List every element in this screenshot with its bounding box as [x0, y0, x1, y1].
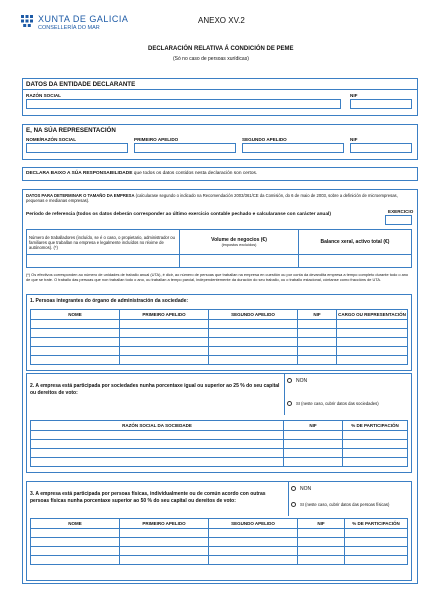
- s3-radio-no[interactable]: [291, 486, 296, 491]
- table-row[interactable]: [31, 538, 408, 547]
- table-row[interactable]: [31, 431, 408, 440]
- table-row[interactable]: [31, 547, 408, 556]
- col-traballadores: [27, 230, 180, 255]
- s2-radio-si[interactable]: [287, 401, 292, 406]
- tamano-note: (calcularase segundo o indicado na Recomendación 2003/361/CE da Comisión, do 6 de maio de 2003, sobre a definición de microempresas, pequenas e medianas empresas).: [26, 193, 398, 203]
- s2-header-nif: NIF: [284, 421, 343, 431]
- s3-header-segundo: SEGUNDO APELIDO: [209, 519, 298, 529]
- s1-header-nif: NIF: [298, 310, 337, 320]
- document-subtitle: (Só no caso de persoas xurídicas): [173, 56, 249, 62]
- razon-social-field[interactable]: [26, 99, 341, 109]
- rep-nome-field[interactable]: [26, 143, 128, 153]
- declara-rest: que todos os datos contidos nesta declaración son certos.: [132, 171, 258, 176]
- tamano-title: DATOS PARA DETERMINAR O TAMAÑO DA EMPRESA: [26, 193, 135, 198]
- s3-header-nome: NOME: [31, 519, 120, 529]
- tamano-intro: [26, 193, 412, 203]
- volume-input[interactable]: [180, 255, 299, 268]
- table-row[interactable]: [31, 458, 408, 467]
- s2-option-no: NON: [296, 378, 308, 384]
- annex-label: ANEXO XV.2: [198, 16, 245, 25]
- declara-bold: DECLARA BAIXO A SÚA RESPONSABILIDADE: [26, 171, 133, 176]
- col-volume-note: (impostos excluídos): [221, 243, 257, 247]
- exercicio-label: EXERCICIO: [388, 209, 414, 214]
- s1-header-cargo: CARGO OU REPRESENTACIÓN: [337, 310, 408, 320]
- rep-primeiro-label: PRIMEIRO APELIDO: [134, 137, 179, 142]
- representacion-title: E, NA SÚA REPRESENTACIÓN: [26, 127, 116, 134]
- declarante-title: DATOS DA ENTIDADE DECLARANTE: [26, 81, 136, 88]
- s3-header-primeiro: PRIMEIRO APELIDO: [120, 519, 209, 529]
- section2-title: 2. A empresa está participada por sociedades nunha porcentaxe igual ou superior ao 25 % do seu capital ou dereitos de voto:: [30, 383, 280, 396]
- s3-header-nif: NIF: [298, 519, 345, 529]
- table-row[interactable]: [31, 347, 408, 356]
- tamano-table: [26, 229, 412, 268]
- s1-header-segundo: SEGUNDO APELIDO: [209, 310, 298, 320]
- col-volume: [180, 230, 299, 255]
- org-name: XUNTA DE GALICIA: [38, 14, 129, 24]
- table-row[interactable]: [31, 356, 408, 365]
- rep-segundo-field[interactable]: [242, 143, 344, 153]
- xunta-logo: [20, 14, 34, 28]
- col-volume-text: Volume de negocios (€): [211, 237, 267, 243]
- table-row[interactable]: [31, 556, 408, 565]
- section1-table: [30, 309, 408, 365]
- s2-option-si: SI (neste caso, cubrir datos das sociedades): [296, 401, 379, 406]
- s2-radio-no[interactable]: [287, 378, 292, 383]
- rep-primeiro-field[interactable]: [134, 143, 236, 153]
- col-balance: [299, 230, 412, 255]
- divider: [288, 481, 289, 516]
- rep-nome-label: NOME/RAZÓN SOCIAL: [26, 137, 77, 142]
- section3-table: [30, 518, 408, 565]
- periodo-text: Período de referencia (todos os datos deberán corresponder ao último exercicio contable pechado e calcularanse con carácter anual): [26, 212, 331, 217]
- s1-header-primeiro: PRIMEIRO APELIDO: [120, 310, 209, 320]
- department-name: CONSELLERÍA DO MAR: [38, 25, 100, 31]
- s2-header-razon: RAZÓN SOCIAL DA SOCIEDADE: [31, 421, 284, 431]
- table-row[interactable]: [31, 320, 408, 329]
- nif-field[interactable]: [350, 99, 412, 109]
- section3-title: 3. A empresa está participada por persoas físicas, individualmente ou de común acordo con outras persoas físicas nunha porcentaxe superior ao 50 % do seu capital ou dereitos de voto:: [30, 491, 266, 504]
- s3-header-participacion: % DE PARTICIPACIÓN: [345, 519, 408, 529]
- col-balance-text: Balance xeral, activo total (€): [320, 239, 390, 245]
- table-row[interactable]: [31, 329, 408, 338]
- nif-label: NIF: [350, 93, 358, 98]
- rep-segundo-label: SEGUNDO APELIDO: [242, 137, 287, 142]
- table-row[interactable]: [31, 440, 408, 449]
- s2-header-participacion: % DE PARTICIPACIÓN: [343, 421, 408, 431]
- section2-table: [30, 420, 408, 467]
- balance-input[interactable]: [299, 255, 412, 268]
- traballadores-input[interactable]: [27, 255, 180, 268]
- col-traballadores-text: Número de traballadores (incluído, se é o caso, o propietario, administrador ou familiares que traballan na empresa e legalmente incluídos no réxime de autónomos). (*): [29, 234, 175, 250]
- razon-social-label: RAZÓN SOCIAL: [26, 93, 61, 98]
- divider: [284, 373, 285, 415]
- divider: [22, 89, 418, 90]
- section1-title: 1. Persoas integrantes do órgano de administración da sociedade:: [30, 298, 189, 304]
- s3-option-si: SI (neste caso, cubrir datos das persoas físicas): [300, 502, 390, 507]
- table-row[interactable]: [31, 529, 408, 538]
- s3-radio-si[interactable]: [291, 502, 296, 507]
- footnote: (*) Os efectivos corresponden ao número de unidades de traballo anual (UTA), é dicir, ao número de persoas que traballan na empresa en cuestión ou por conta da devandita empresa a tempo completo durante todo o ano de que se trate. O traballo das persoas que non traballan todo o ano, ou traballan a tempo parcial, independentemente da duración do seu traballo, ou o traballo estacional, cóntanse como fraccións de UTA.: [26, 272, 409, 282]
- rep-nif-label: NIF: [350, 137, 358, 142]
- s1-header-nome: NOME: [31, 310, 120, 320]
- table-row[interactable]: [31, 338, 408, 347]
- document-title: DECLARACIÓN RELATIVA Á CONDICIÓN DE PEME: [148, 46, 294, 52]
- exercicio-field[interactable]: [385, 215, 412, 225]
- s3-option-no: NON: [300, 486, 312, 492]
- rep-nif-field[interactable]: [350, 143, 412, 153]
- xunta-logo-icon: [20, 14, 34, 28]
- declara-text: [26, 171, 257, 176]
- table-row[interactable]: [31, 449, 408, 458]
